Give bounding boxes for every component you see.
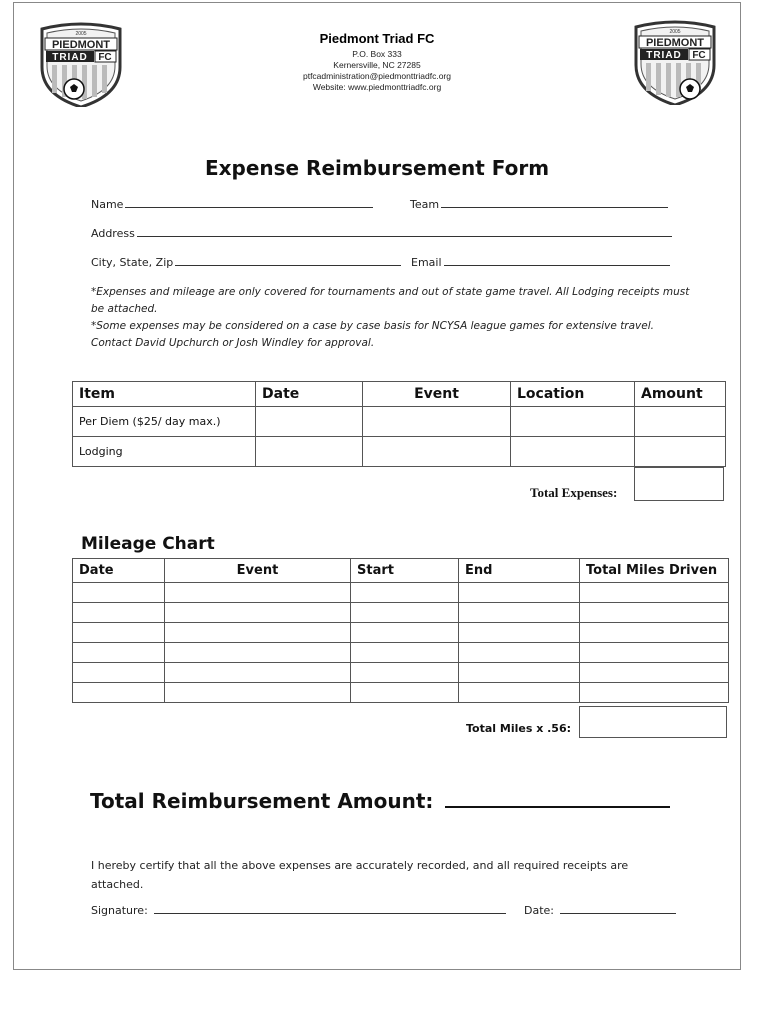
total-reimbursement	[90, 786, 670, 813]
cell[interactable]	[256, 437, 363, 467]
form-title: Expense Reimbursement Form	[204, 156, 550, 180]
cell[interactable]	[256, 407, 363, 437]
name-field[interactable]	[91, 197, 373, 211]
svg-text:FC: FC	[98, 52, 112, 63]
cell[interactable]	[363, 407, 511, 437]
signature-field[interactable]	[91, 903, 506, 917]
cell[interactable]	[459, 623, 580, 643]
note-approval: *Some expenses may be considered on a case by case basis for NCYSA league games for extensive travel. Contact David Upchurch or Josh Windley for approval.	[91, 320, 654, 349]
cell[interactable]	[459, 583, 580, 603]
date-field[interactable]	[524, 903, 676, 917]
col-date: Date	[73, 559, 165, 583]
cell[interactable]	[165, 643, 351, 663]
table-row	[73, 407, 726, 437]
cell[interactable]	[459, 683, 580, 703]
cell[interactable]	[635, 407, 726, 437]
col-event: Event	[363, 382, 511, 407]
team-field[interactable]	[410, 197, 668, 211]
cell[interactable]	[73, 663, 165, 683]
cell[interactable]	[73, 583, 165, 603]
cell[interactable]	[165, 623, 351, 643]
mileage-heading: Mileage Chart	[81, 534, 215, 554]
col-location: Location	[511, 382, 635, 407]
expense-header-row	[73, 382, 726, 407]
svg-text:PIEDMONT: PIEDMONT	[645, 37, 705, 49]
cell[interactable]	[73, 603, 165, 623]
svg-text:FC: FC	[692, 50, 706, 61]
item-lodging: Lodging	[73, 437, 256, 467]
cell[interactable]	[580, 603, 729, 623]
org-website: Website: www.piedmonttriadfc.org	[312, 82, 442, 92]
col-total-miles: Total Miles Driven	[580, 559, 729, 583]
address-field[interactable]	[91, 226, 672, 240]
col-start: Start	[351, 559, 459, 583]
cell[interactable]	[351, 583, 459, 603]
cell[interactable]	[459, 603, 580, 623]
city-state-zip-field[interactable]	[91, 255, 401, 269]
col-amount: Amount	[635, 382, 726, 407]
svg-text:PIEDMONT: PIEDMONT	[51, 39, 111, 51]
cell[interactable]	[73, 643, 165, 663]
org-address-line: Kernersville, NC 27285	[333, 60, 421, 70]
col-date: Date	[256, 382, 363, 407]
org-name: Piedmont Triad FC	[319, 31, 435, 46]
cell[interactable]	[351, 663, 459, 683]
total-expenses-label: Total Expenses:	[530, 485, 618, 500]
svg-text:TRIAD: TRIAD	[52, 52, 88, 63]
total-reimbursement-label: Total Reimbursement Amount:	[90, 789, 434, 813]
svg-text:2005: 2005	[669, 29, 681, 35]
cell[interactable]	[511, 407, 635, 437]
cell[interactable]	[580, 623, 729, 643]
cell[interactable]	[580, 683, 729, 703]
cell[interactable]	[165, 663, 351, 683]
note-coverage: *Expenses and mileage are only covered for tournaments and out of state game travel. All Lodging receipts must be attached.	[91, 286, 690, 315]
item-per-diem: Per Diem ($25/ day max.)	[73, 407, 256, 437]
svg-text:2005: 2005	[75, 31, 87, 37]
date-label: Date:	[524, 904, 554, 917]
cell[interactable]	[511, 437, 635, 467]
address-label: Address	[91, 227, 135, 240]
total-miles-box[interactable]	[579, 706, 727, 738]
cell[interactable]	[351, 603, 459, 623]
col-event: Event	[165, 559, 351, 583]
cell[interactable]	[165, 603, 351, 623]
city-state-zip-label: City, State, Zip	[91, 256, 174, 269]
form-page	[13, 2, 741, 970]
cell[interactable]	[580, 583, 729, 603]
mileage-table	[72, 558, 729, 703]
col-item: Item	[73, 382, 256, 407]
cell[interactable]	[351, 683, 459, 703]
table-row	[73, 663, 729, 683]
org-address-line: P.O. Box 333	[352, 49, 402, 59]
total-reimbursement-line[interactable]	[445, 786, 670, 808]
cell[interactable]	[351, 643, 459, 663]
col-end: End	[459, 559, 580, 583]
team-label: Team	[410, 198, 440, 211]
signature-label: Signature:	[91, 904, 148, 917]
table-row	[73, 623, 729, 643]
total-expenses-box[interactable]	[634, 467, 724, 501]
cell[interactable]	[73, 683, 165, 703]
cell[interactable]	[73, 623, 165, 643]
org-email: ptfcadministration@piedmonttriadfc.org	[302, 71, 451, 81]
cell[interactable]	[459, 643, 580, 663]
email-label: Email	[411, 256, 442, 269]
expense-table	[72, 381, 726, 467]
total-miles-label: Total Miles x .56:	[466, 722, 572, 735]
cell[interactable]	[459, 663, 580, 683]
cell[interactable]	[351, 623, 459, 643]
table-row	[73, 643, 729, 663]
certification-text: I hereby certify that all the above expenses are accurately recorded, and all required receipts are attached.	[91, 859, 629, 891]
table-row	[73, 583, 729, 603]
cell[interactable]	[635, 437, 726, 467]
cell[interactable]	[165, 683, 351, 703]
cell[interactable]	[580, 643, 729, 663]
svg-text:TRIAD: TRIAD	[646, 50, 682, 61]
cell[interactable]	[363, 437, 511, 467]
table-row	[73, 683, 729, 703]
cell[interactable]	[165, 583, 351, 603]
email-field[interactable]	[411, 255, 670, 269]
cell[interactable]	[580, 663, 729, 683]
table-row	[73, 603, 729, 623]
table-row	[73, 437, 726, 467]
mileage-header-row	[73, 559, 729, 583]
name-label: Name	[91, 198, 124, 211]
